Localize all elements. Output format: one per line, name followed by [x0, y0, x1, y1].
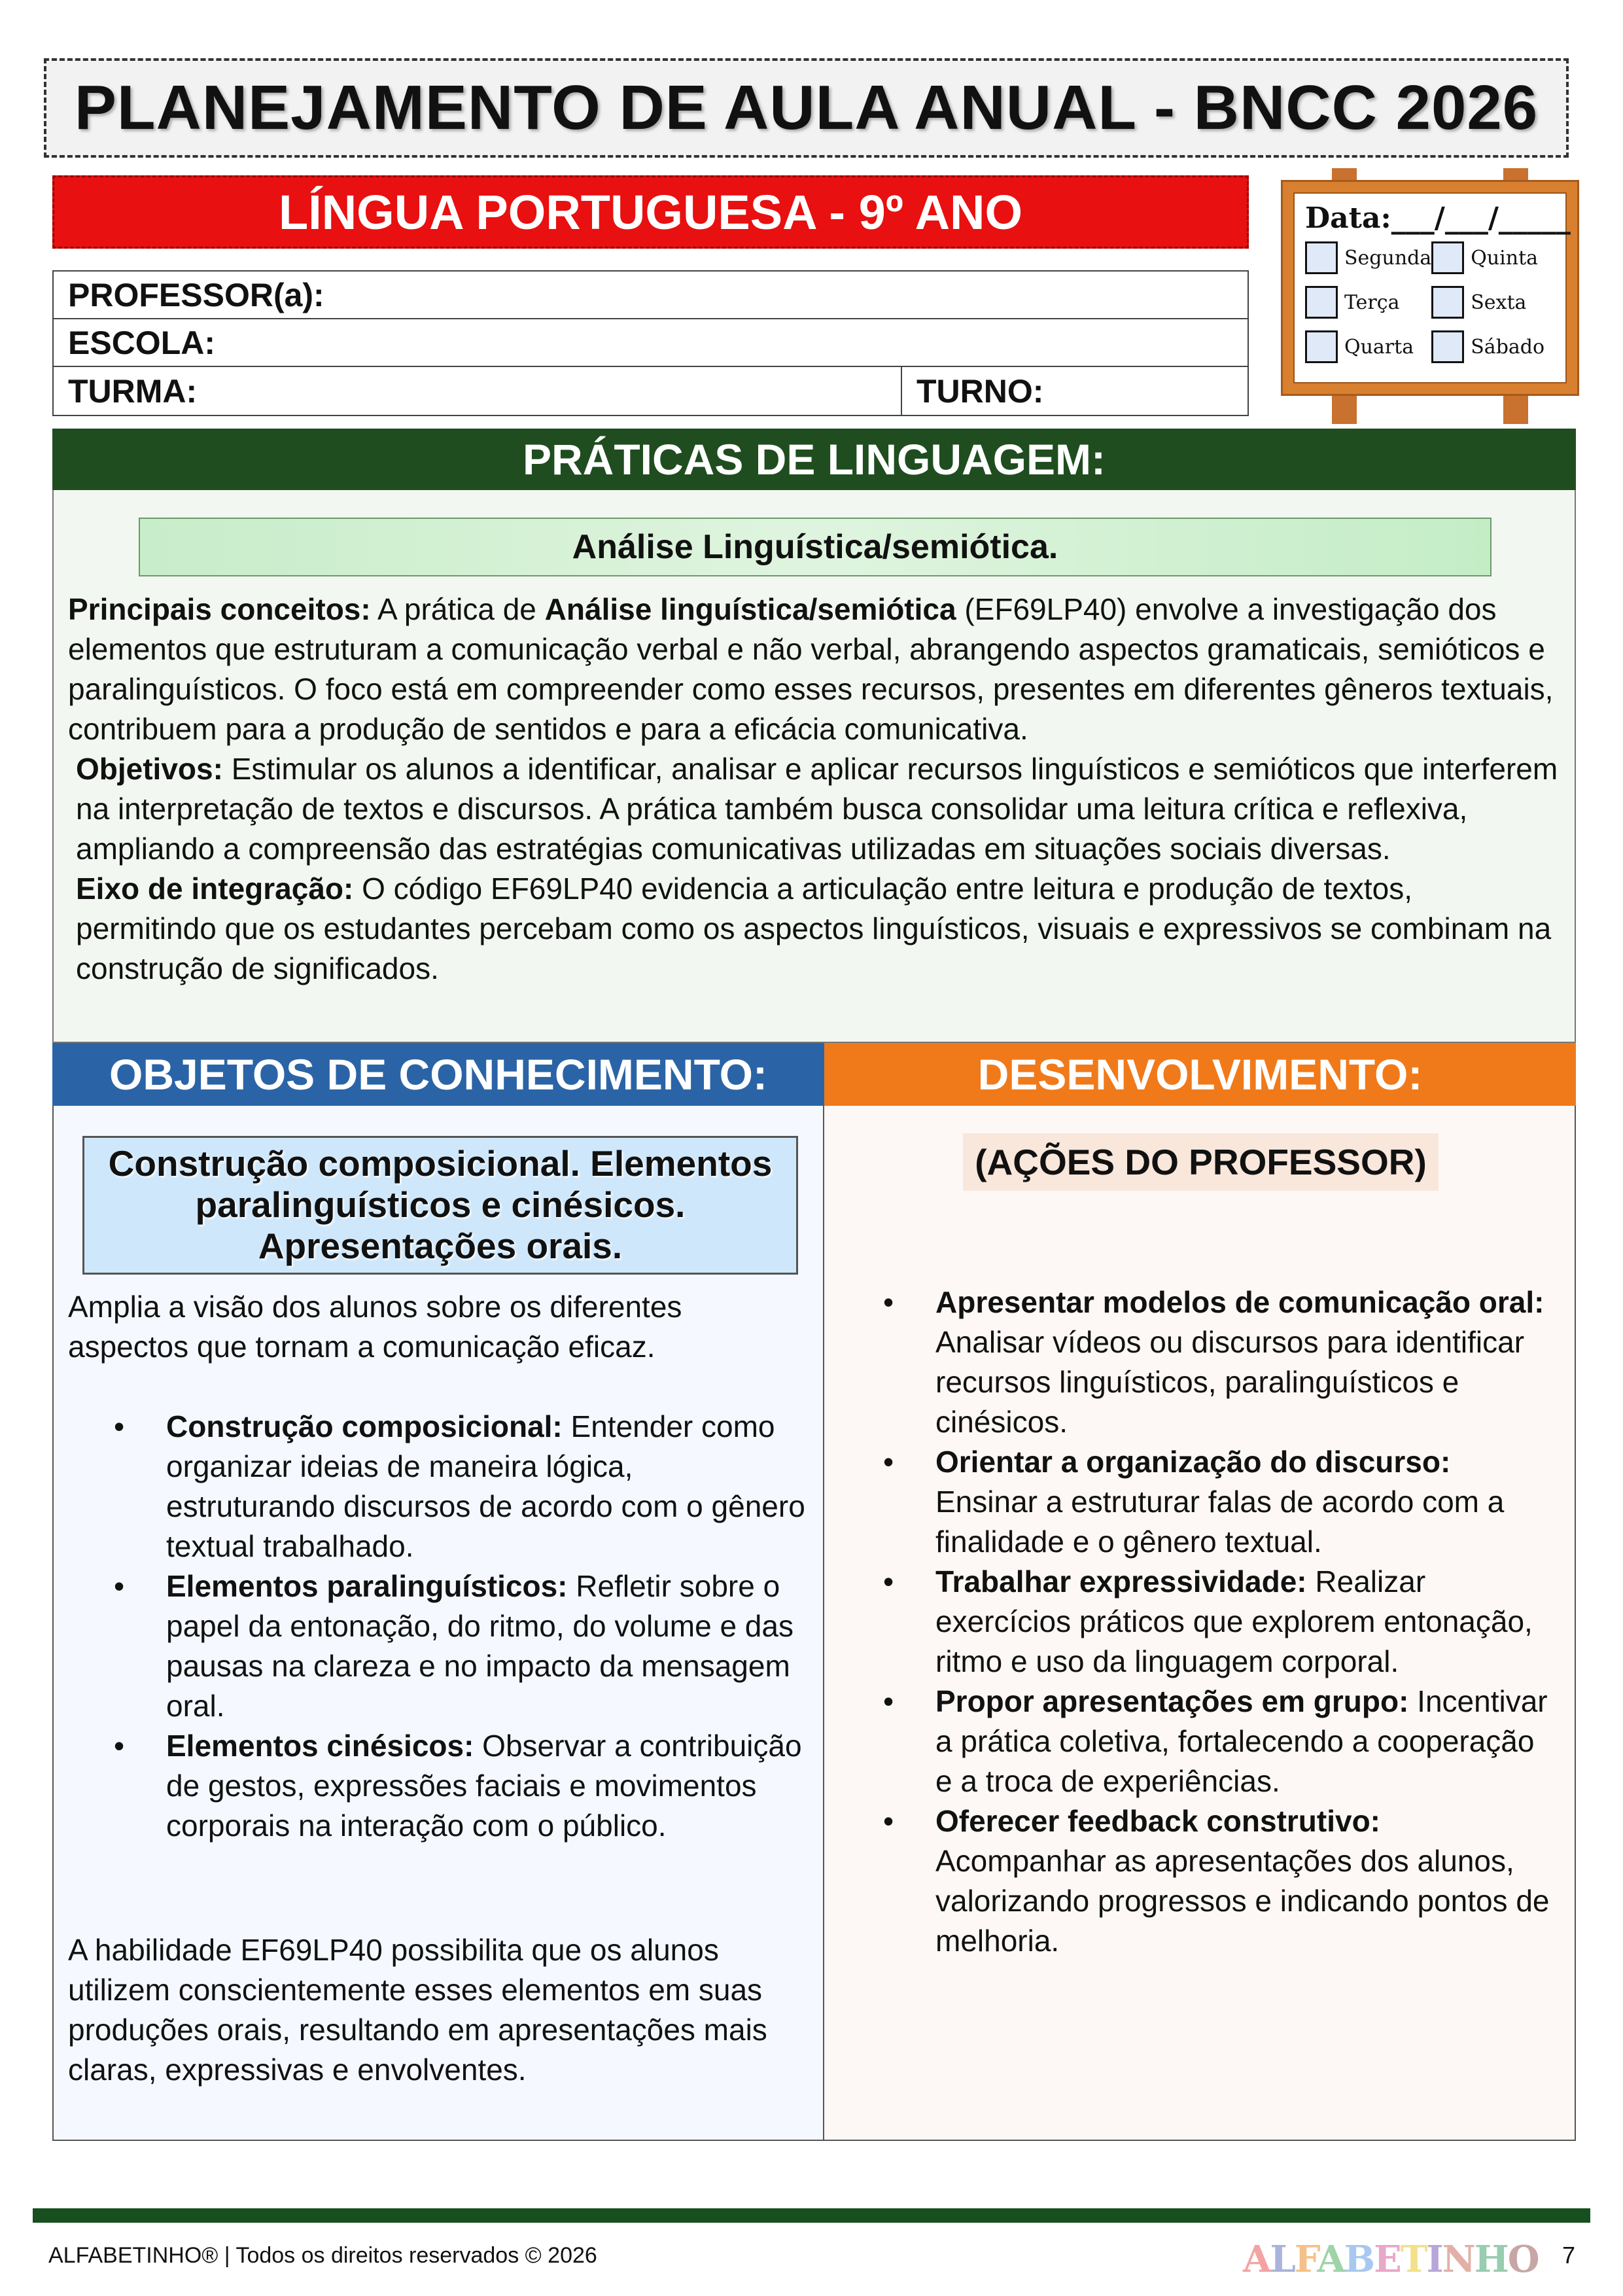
day-label: Segunda	[1344, 246, 1432, 270]
list-item: • Apresentar modelos de comunicação oral: Analisar vídeos ou discursos para identificar recursos linguísticos, paralinguísticos e cinésicos.	[824, 1282, 1555, 1442]
logo-letter: E	[1374, 2238, 1401, 2281]
list-item: • Trabalhar expressividade: Realizar exercícios práticos que explorem entonação, ritmo e uso da linguagem corporal.	[824, 1562, 1555, 1682]
day-checkbox[interactable]	[1305, 286, 1431, 319]
escola-field[interactable]: ESCOLA:	[68, 324, 215, 361]
list-item: • Elementos paralinguísticos: Refletir sobre o papel da entonação, do ritmo, do volume e das pausas na clareza e no impacto da mensagem oral.	[68, 1566, 809, 1726]
objetos-column	[52, 1106, 824, 2141]
subject-banner: LÍNGUA PORTUGUESA - 9º ANO	[52, 175, 1249, 249]
checkbox-icon[interactable]	[1431, 330, 1464, 363]
praticas-heading: PRÁTICAS DE LINGUAGEM:	[52, 429, 1576, 490]
praticas-panel	[52, 490, 1576, 1043]
objetos-outro: A habilidade EF69LP40 possibilita que os alunos utilizem conscientemente esses elementos em suas produções orais, resultando em apresentações mais claras, expressivas e envolventes.	[68, 1933, 767, 2087]
logo-letter: A	[1317, 2238, 1344, 2281]
list-item: • Construção composicional: Entender como organizar ideias de maneira lógica, estruturando discursos de acordo com o gênero textual trabalhado.	[68, 1407, 809, 1566]
logo-letter: H	[1474, 2238, 1508, 2281]
footer-copyright: ALFABETINHO® | Todos os direitos reservados © 2026	[48, 2243, 597, 2268]
logo-letter: F	[1294, 2238, 1318, 2281]
day-checkbox[interactable]	[1431, 286, 1555, 319]
logo-letter: L	[1270, 2238, 1295, 2281]
desenvolvimento-column	[824, 1106, 1576, 2141]
day-label: Sábado	[1471, 335, 1545, 359]
praticas-text	[68, 590, 1560, 989]
date-label[interactable]: Data:___/___/_____	[1305, 202, 1571, 235]
objetos-box: Construção composicional. Elementos paralinguísticos e cinésicos. Apresentações orais.	[82, 1136, 798, 1275]
objetos-intro: Amplia a visão dos alunos sobre os diferentes aspectos que tornam a comunicação eficaz.	[68, 1290, 682, 1364]
professor-field[interactable]: PROFESSOR(a):	[68, 276, 324, 313]
list-item: • Propor apresentações em grupo: Incentivar a prática coletiva, fortalecendo a cooperação e a troca de experiências.	[824, 1682, 1555, 1801]
page-title: PLANEJAMENTO DE AULA ANUAL - BNCC 2026	[44, 58, 1569, 158]
checkbox-icon[interactable]	[1431, 241, 1464, 274]
turno-field[interactable]: TURNO:	[916, 372, 1044, 410]
logo-letter: A	[1243, 2238, 1270, 2281]
day-checkbox[interactable]	[1431, 330, 1555, 363]
acoes-subheading: (AÇÕES DO PROFESSOR)	[963, 1133, 1439, 1191]
turma-field[interactable]: TURMA:	[54, 367, 902, 415]
day-label: Quarta	[1344, 335, 1414, 359]
desenvolvimento-heading: DESENVOLVIMENTO:	[824, 1043, 1576, 1106]
objetos-list	[68, 1407, 809, 1846]
day-label: Quinta	[1471, 246, 1539, 270]
conceitos-paragraph: Principais conceitos: A prática de Análise linguística/semiótica (EF69LP40) envolve a investigação dos elementos que estruturam a comunicação verbal e não verbal, abrangendo aspectos gramaticais, semióticos e paralinguísticos. O foco está em compreender como esses recursos, presentes em diferentes gêneros textuais, contribuem para a produção de sentidos e para a eficácia comunicativa.	[68, 592, 1554, 746]
board-frame	[1281, 180, 1579, 396]
list-item: • Orientar a organização do discurso: Ensinar a estruturar falas de acordo com a finalidade e o gênero textual.	[824, 1442, 1555, 1562]
footer-bar	[33, 2208, 1590, 2223]
objetos-heading: OBJETOS DE CONHECIMENTO:	[52, 1043, 824, 1106]
checkbox-icon[interactable]	[1431, 286, 1464, 319]
day-checkbox[interactable]	[1305, 330, 1431, 363]
info-table	[52, 270, 1249, 416]
checkbox-icon[interactable]	[1305, 286, 1338, 319]
date-board	[1281, 168, 1579, 424]
page-number: 7	[1562, 2242, 1576, 2269]
logo-letter: B	[1344, 2238, 1374, 2281]
day-checkbox[interactable]	[1431, 241, 1555, 274]
checkbox-icon[interactable]	[1305, 241, 1338, 274]
logo-letter: N	[1442, 2238, 1475, 2281]
list-item: • Elementos cinésicos: Observar a contribuição de gestos, expressões faciais e movimentos corporais na interação com o público.	[68, 1726, 809, 1846]
logo-letter: O	[1507, 2238, 1539, 2281]
list-item: • Oferecer feedback construtivo: Acompanhar as apresentações dos alunos, valorizando progressos e indicando pontos de melhoria.	[824, 1801, 1555, 1961]
day-label: Terça	[1344, 291, 1400, 314]
day-checkbox[interactable]	[1305, 241, 1431, 274]
logo-letter: T	[1400, 2238, 1427, 2281]
eixo-title: Análise Linguística/semiótica.	[139, 518, 1492, 576]
objetivos-paragraph: Objetivos: Estimular os alunos a identificar, analisar e aplicar recursos linguísticos e semióticos que interferem na interpretação de textos e discursos. A prática também busca consolidar uma leitura crítica e reflexiva, ampliando a compreensão das estratégias comunicativas utilizadas em situações sociais diversas.	[76, 752, 1558, 866]
checkbox-icon[interactable]	[1305, 330, 1338, 363]
logo-letter: I	[1426, 2238, 1442, 2281]
day-label: Sexta	[1471, 291, 1527, 314]
acoes-list	[824, 1282, 1555, 1961]
brand-logo	[1243, 2238, 1539, 2281]
eixo-paragraph: Eixo de integração: O código EF69LP40 evidencia a articulação entre leitura e produção de textos, permitindo que os estudantes percebam como os aspectos linguísticos, visuais e expressivos se combinam na construção de significados.	[76, 872, 1552, 985]
